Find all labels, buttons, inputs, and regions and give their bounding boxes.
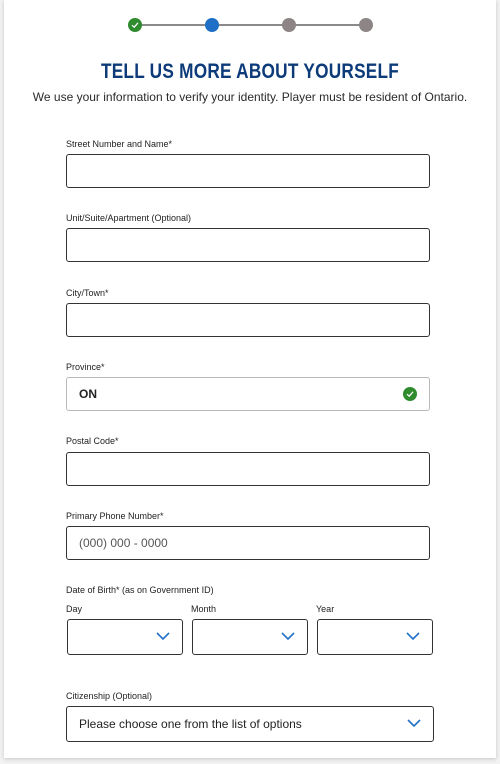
step-3-pending — [282, 18, 296, 32]
step-2-current — [205, 18, 219, 32]
street-input[interactable] — [66, 154, 430, 188]
chevron-down-icon — [281, 631, 295, 641]
stepper-connector — [138, 24, 212, 26]
dob-day-label: Day — [66, 604, 83, 614]
unit-label: Unit/Suite/Apartment (Optional) — [66, 213, 192, 223]
city-label: City/Town* — [66, 288, 109, 298]
stepper-connector — [216, 24, 290, 26]
city-input[interactable] — [66, 303, 430, 337]
valid-check-icon — [403, 387, 417, 401]
unit-input[interactable] — [66, 228, 430, 262]
check-icon — [131, 21, 139, 29]
postal-code-label: Postal Code* — [66, 436, 119, 446]
province-label: Province* — [66, 362, 105, 372]
postal-code-input[interactable] — [66, 452, 430, 486]
step-1-complete — [128, 18, 142, 32]
chevron-down-icon — [407, 718, 421, 728]
chevron-down-icon — [406, 631, 420, 641]
dob-year-select[interactable] — [317, 619, 433, 655]
phone-label: Primary Phone Number* — [66, 511, 164, 521]
province-input[interactable] — [66, 377, 430, 411]
stepper-connector — [294, 24, 368, 26]
dob-day-select[interactable] — [67, 619, 183, 655]
dob-year-label: Year — [316, 604, 335, 614]
province-value: ON — [79, 387, 97, 401]
citizenship-select[interactable] — [66, 706, 434, 742]
dob-label: Date of Birth* (as on Government ID) — [66, 585, 214, 595]
phone-placeholder: (000) 000 - 0000 — [79, 536, 168, 550]
citizenship-label: Citizenship (Optional) — [66, 691, 153, 701]
step-4-pending — [359, 18, 373, 32]
dob-month-label: Month — [191, 604, 217, 614]
page-subtitle: We use your information to verify your identity. Player must be resident of Ontario. — [32, 90, 468, 104]
page-title: TELL US MORE ABOUT YOURSELF — [100, 60, 400, 83]
citizenship-placeholder: Please choose one from the list of options — [79, 717, 302, 731]
dob-month-select[interactable] — [192, 619, 308, 655]
phone-input[interactable] — [66, 526, 430, 560]
street-label: Street Number and Name* — [66, 139, 173, 149]
progress-stepper — [128, 18, 372, 32]
chevron-down-icon — [156, 631, 170, 641]
